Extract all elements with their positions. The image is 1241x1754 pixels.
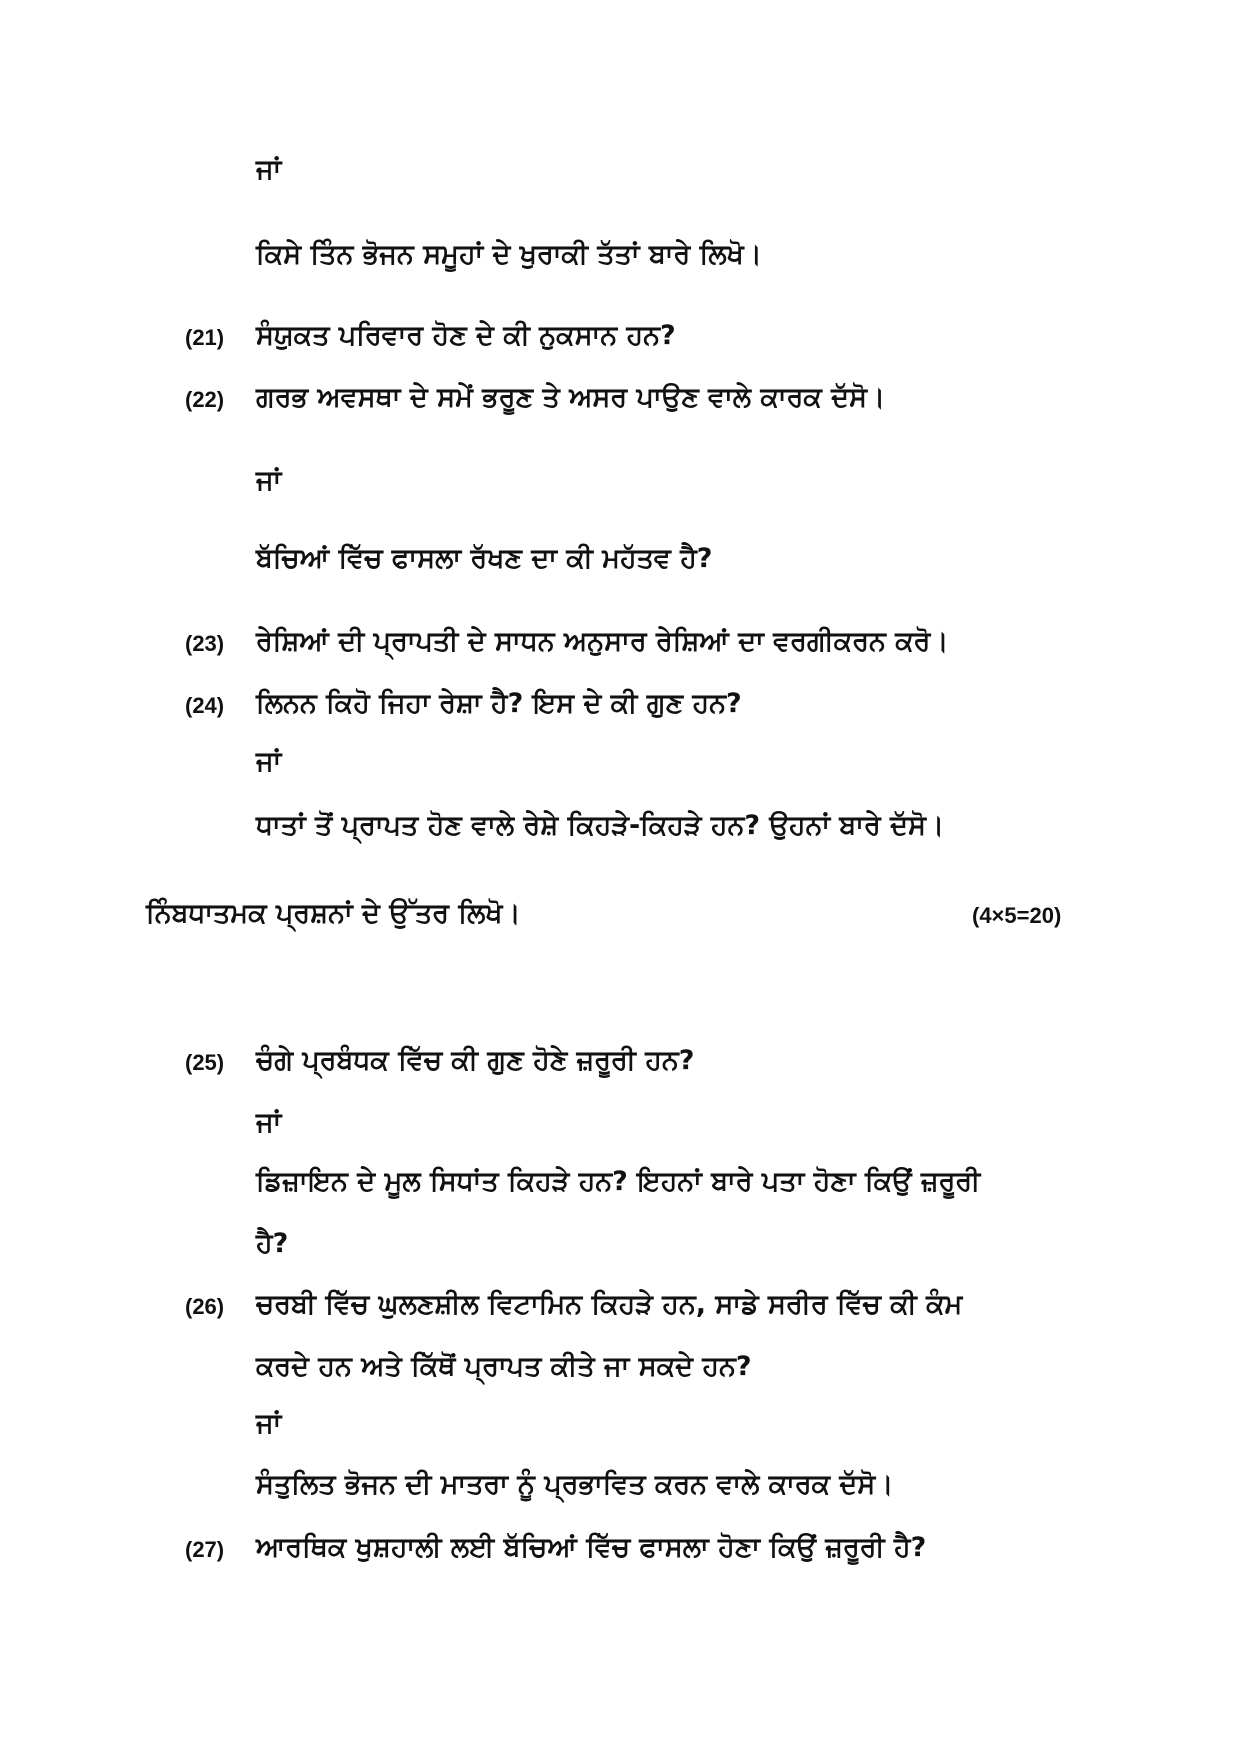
section-marks: (4×5=20) bbox=[972, 903, 1062, 928]
question-24: ਲਿਨਨ ਕਿਹੋ ਜਿਹਾ ਰੇਸ਼ਾ ਹੈ? ਇਸ ਦੇ ਕੀ ਗੁਣ ਹਨ? bbox=[256, 688, 742, 719]
question-26-line-2: ਕਰਦੇ ਹਨ ਅਤੇ ਕਿੱਥੋਂ ਪ੍ਰਾਪਤ ਕੀਤੇ ਜਾ ਸਕਦੇ ਹਨ? bbox=[256, 1351, 752, 1382]
question-23-number: (23) bbox=[185, 631, 225, 656]
question-27-number: (27) bbox=[185, 1537, 225, 1562]
or-label: ਜਾਂ bbox=[256, 154, 282, 185]
question-27: ਆਰਥਿਕ ਖੁਸ਼ਹਾਲੀ ਲਈ ਬੱਚਿਆਂ ਵਿੱਚ ਫਾਸਲਾ ਹੋਣਾ ਕਿਉਂ ਜ਼ਰੂਰੀ ਹੈ? bbox=[256, 1532, 927, 1563]
question-20-alternative: ਕਿਸੇ ਤਿੰਨ ਭੋਜਨ ਸਮੂਹਾਂ ਦੇ ਖੁਰਾਕੀ ਤੱਤਾਂ ਬਾਰੇ ਲਿਖੋ। bbox=[256, 239, 762, 270]
or-label: ਜਾਂ bbox=[256, 1107, 282, 1138]
question-26-number: (26) bbox=[185, 1294, 225, 1319]
or-label: ਜਾਂ bbox=[256, 1408, 282, 1439]
question-22-alternative: ਬੱਚਿਆਂ ਵਿੱਚ ਫਾਸਲਾ ਰੱਖਣ ਦਾ ਕੀ ਮਹੱਤਵ ਹੈ? bbox=[256, 543, 713, 574]
question-22: ਗਰਭ ਅਵਸਥਾ ਦੇ ਸਮੇਂ ਭਰੂਣ ਤੇ ਅਸਰ ਪਾਉਣ ਵਾਲੇ ਕਾਰਕ ਦੱਸੋ। bbox=[256, 382, 886, 413]
question-26-line-1: ਚਰਬੀ ਵਿੱਚ ਘੁਲਣਸ਼ੀਲ ਵਿਟਾਮਿਨ ਕਿਹੜੇ ਹਨ, ਸਾਡੇ ਸਰੀਰ ਵਿੱਚ ਕੀ ਕੰਮ bbox=[256, 1289, 963, 1320]
question-22-number: (22) bbox=[185, 387, 225, 412]
question-25-alternative-line-2: ਹੈ? bbox=[256, 1228, 289, 1259]
question-21: ਸੰਯੁਕਤ ਪਰਿਵਾਰ ਹੋਣ ਦੇ ਕੀ ਨੁਕਸਾਨ ਹਨ? bbox=[256, 320, 676, 351]
section-heading: ਨਿੰਬਧਾਤਮਕ ਪ੍ਰਸ਼ਨਾਂ ਦੇ ਉੱਤਰ ਲਿਖੋ। bbox=[146, 898, 521, 929]
question-24-alternative: ਧਾਤਾਂ ਤੋਂ ਪ੍ਰਾਪਤ ਹੋਣ ਵਾਲੇ ਰੇਸ਼ੇ ਕਿਹੜੇ-ਕਿਹੜੇ ਹਨ? ਉਹਨਾਂ ਬਾਰੇ ਦੱਸੋ। bbox=[256, 810, 945, 841]
question-26-alternative: ਸੰਤੁਲਿਤ ਭੋਜਨ ਦੀ ਮਾਤਰਾ ਨੂੰ ਪ੍ਰਭਾਵਿਤ ਕਰਨ ਵਾਲੇ ਕਾਰਕ ਦੱਸੋ। bbox=[256, 1469, 894, 1500]
question-23: ਰੇਸ਼ਿਆਂ ਦੀ ਪ੍ਰਾਪਤੀ ਦੇ ਸਾਧਨ ਅਨੁਸਾਰ ਰੇਸ਼ਿਆਂ ਦਾ ਵਰਗੀਕਰਨ ਕਰੋ। bbox=[256, 626, 949, 657]
question-25: ਚੰਗੇ ਪ੍ਰਬੰਧਕ ਵਿੱਚ ਕੀ ਗੁਣ ਹੋਣੇ ਜ਼ਰੂਰੀ ਹਨ? bbox=[256, 1045, 695, 1076]
question-25-alternative-line-1: ਡਿਜ਼ਾਇਨ ਦੇ ਮੂਲ ਸਿਧਾਂਤ ਕਿਹੜੇ ਹਨ? ਇਹਨਾਂ ਬਾਰੇ ਪਤਾ ਹੋਣਾ ਕਿਉਂ ਜ਼ਰੂਰੀ bbox=[256, 1166, 981, 1197]
question-24-number: (24) bbox=[185, 693, 225, 718]
question-21-number: (21) bbox=[185, 325, 225, 350]
question-25-number: (25) bbox=[185, 1050, 225, 1075]
or-label: ਜਾਂ bbox=[256, 746, 282, 777]
or-label: ਜਾਂ bbox=[256, 465, 282, 496]
